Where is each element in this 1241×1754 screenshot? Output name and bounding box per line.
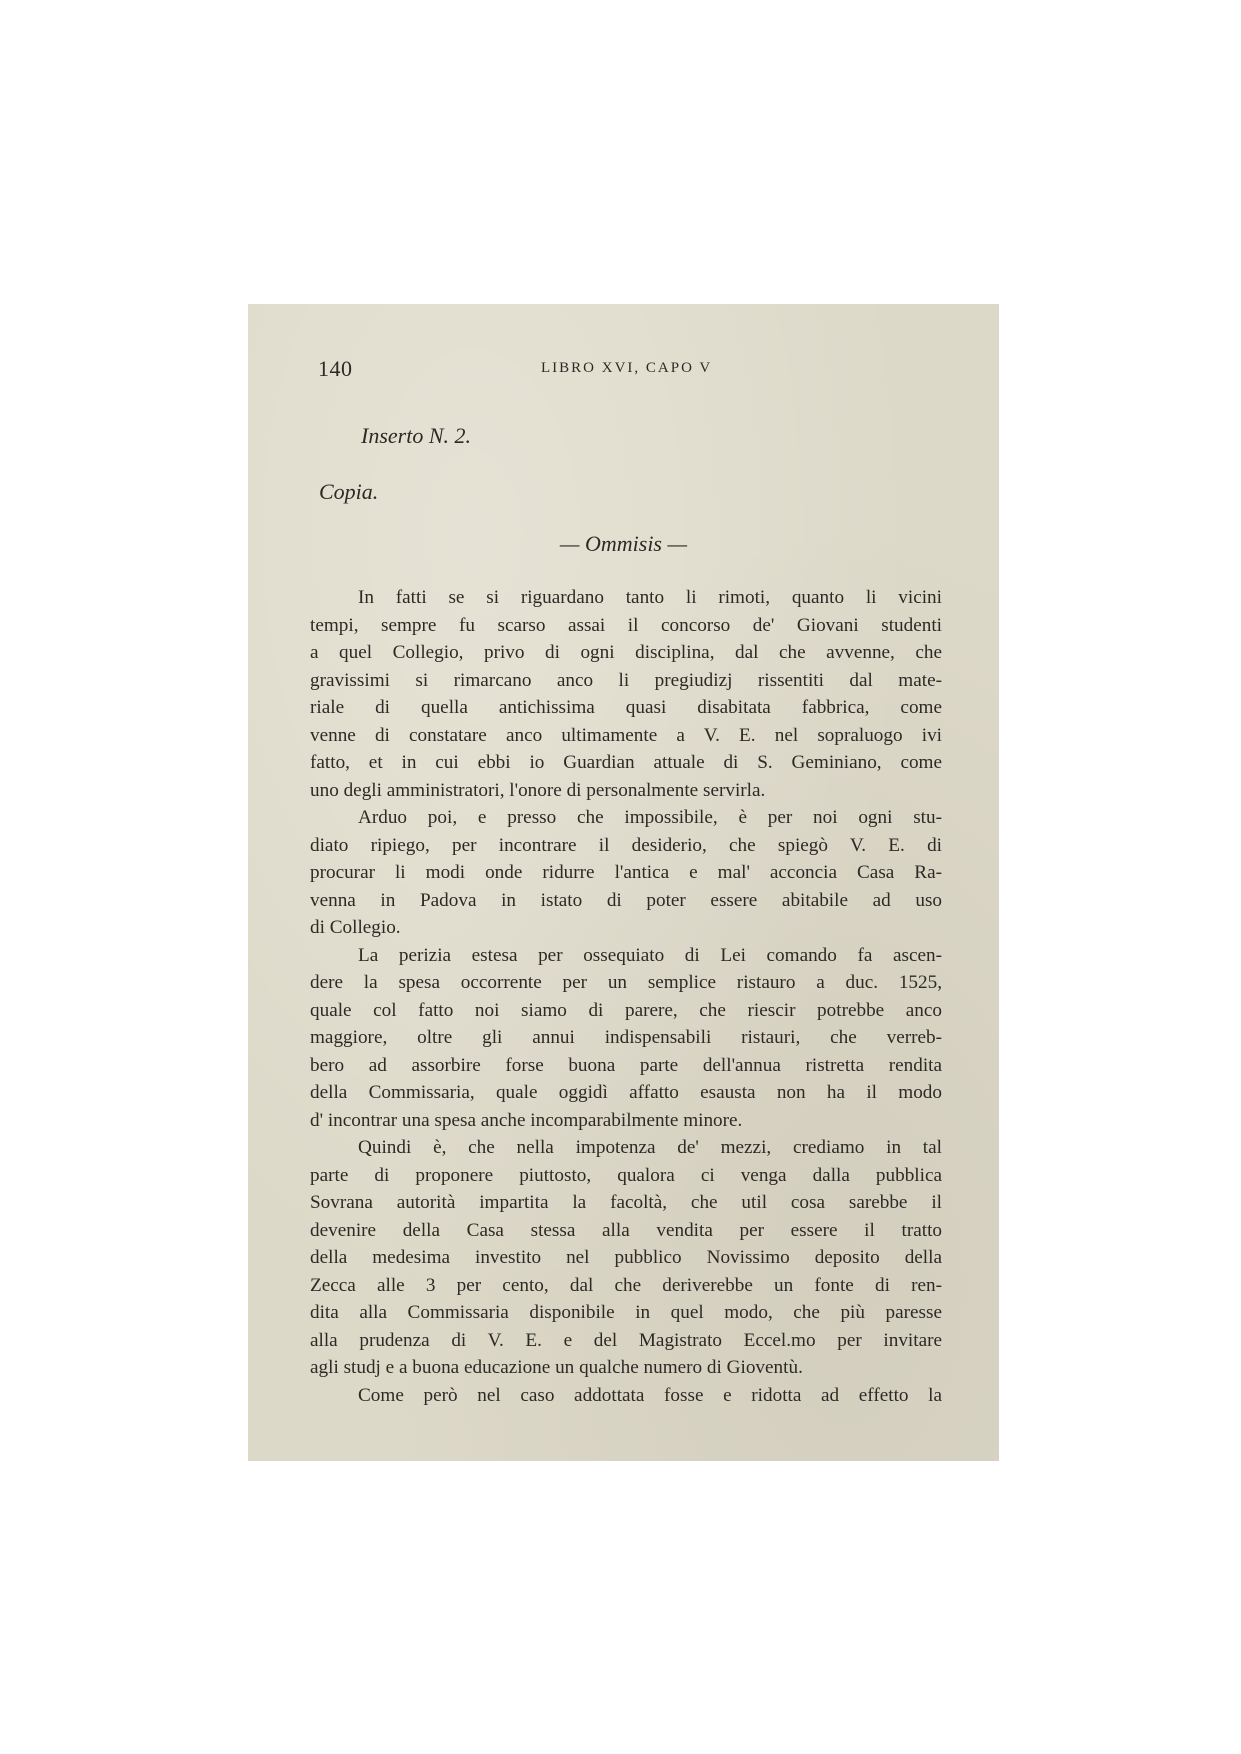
body-text: [310, 584, 942, 1409]
text-line: della Commissaria, quale oggidì affatto esausta non ha il modo: [310, 1082, 942, 1103]
running-head: [248, 356, 999, 386]
text-line: La perizia estesa per ossequiato di Lei comando fa ascen-: [358, 944, 942, 966]
copy-label: Copia.: [319, 479, 379, 504]
text-line: dere la spesa occorrente per un semplice ristauro a duc. 1525,: [310, 972, 942, 993]
paragraph: [310, 1382, 942, 1410]
paragraph: [310, 1134, 942, 1382]
omission-heading: — Ommisis —: [559, 531, 688, 556]
text-line: della medesima investito nel pubblico Novissimo deposito della: [310, 1247, 942, 1268]
text-line: tempi, sempre fu scarso assai il concorso de' Giovani studenti: [310, 614, 942, 636]
running-title: LIBRO XVI, CAPO V: [541, 360, 713, 376]
text-line: riale di quella antichissima quasi disabitata fabbrica, come: [310, 697, 942, 718]
paragraph: [310, 804, 942, 942]
text-line: fatto, et in cui ebbi io Guardian attuale di S. Geminiano, come: [310, 752, 942, 773]
scanned-page: [248, 304, 999, 1461]
text-line: quale col fatto noi siamo di parere, che riescir potrebbe anco: [310, 999, 942, 1021]
page-number: 140: [318, 356, 353, 381]
text-line: procurar li modi onde ridurre l'antica e mal' acconcia Casa Ra-: [310, 862, 942, 883]
text-line: dita alla Commissaria disponibile in quel modo, che più paresse: [310, 1302, 942, 1323]
text-line: gravissimi si rimarcano anco li pregiudizj rissentiti dal mate-: [310, 669, 942, 691]
text-line: Arduo poi, e presso che impossibile, è per noi ogni stu-: [358, 807, 942, 828]
text-line: di Collegio.: [310, 917, 401, 938]
text-line: alla prudenza di V. E. e del Magistrato Eccel.mo per invitare: [310, 1329, 942, 1351]
text-line: maggiore, oltre gli annui indispensabili ristauri, che verreb-: [310, 1027, 942, 1048]
text-line: Quindi è, che nella impotenza de' mezzi, crediamo in tal: [358, 1137, 942, 1158]
text-line: venna in Padova in istato di poter essere abitabile ad uso: [310, 889, 942, 911]
text-line: uno degli amministratori, l'onore di personalmente servirla.: [310, 779, 766, 801]
text-line: Sovrana autorità impartita la facoltà, che util cosa sarebbe il: [310, 1192, 942, 1213]
paragraph: [310, 942, 942, 1135]
text-line: Come però nel caso addottata fosse e ridotta ad effetto la: [358, 1384, 942, 1406]
text-line: Zecca alle 3 per cento, dal che deriverebbe un fonte di ren-: [310, 1274, 942, 1296]
text-line: a quel Collegio, privo di ogni disciplina, dal che avvenne, che: [310, 642, 942, 663]
insert-label: Inserto N. 2.: [361, 423, 471, 448]
text-line: diato ripiego, per incontrare il desiderio, che spiegò V. E. di: [310, 834, 942, 856]
text-line: agli studj e a buona educazione un qualche numero di Gioventù.: [310, 1357, 803, 1378]
paragraph: [310, 584, 942, 804]
text-line: devenire della Casa stessa alla vendita per essere il tratto: [310, 1219, 942, 1241]
text-line: venne di constatare anco ultimamente a V. E. nel sopraluogo ivi: [310, 724, 942, 746]
text-line: parte di proponere piuttosto, qualora ci venga dalla pubblica: [310, 1164, 942, 1186]
text-line: bero ad assorbire forse buona parte dell'annua ristretta rendita: [310, 1054, 942, 1076]
text-line: In fatti se si riguardano tanto li rimoti, quanto li vicini: [358, 587, 942, 608]
text-line: d' incontrar una spesa anche incomparabilmente minore.: [310, 1109, 743, 1131]
